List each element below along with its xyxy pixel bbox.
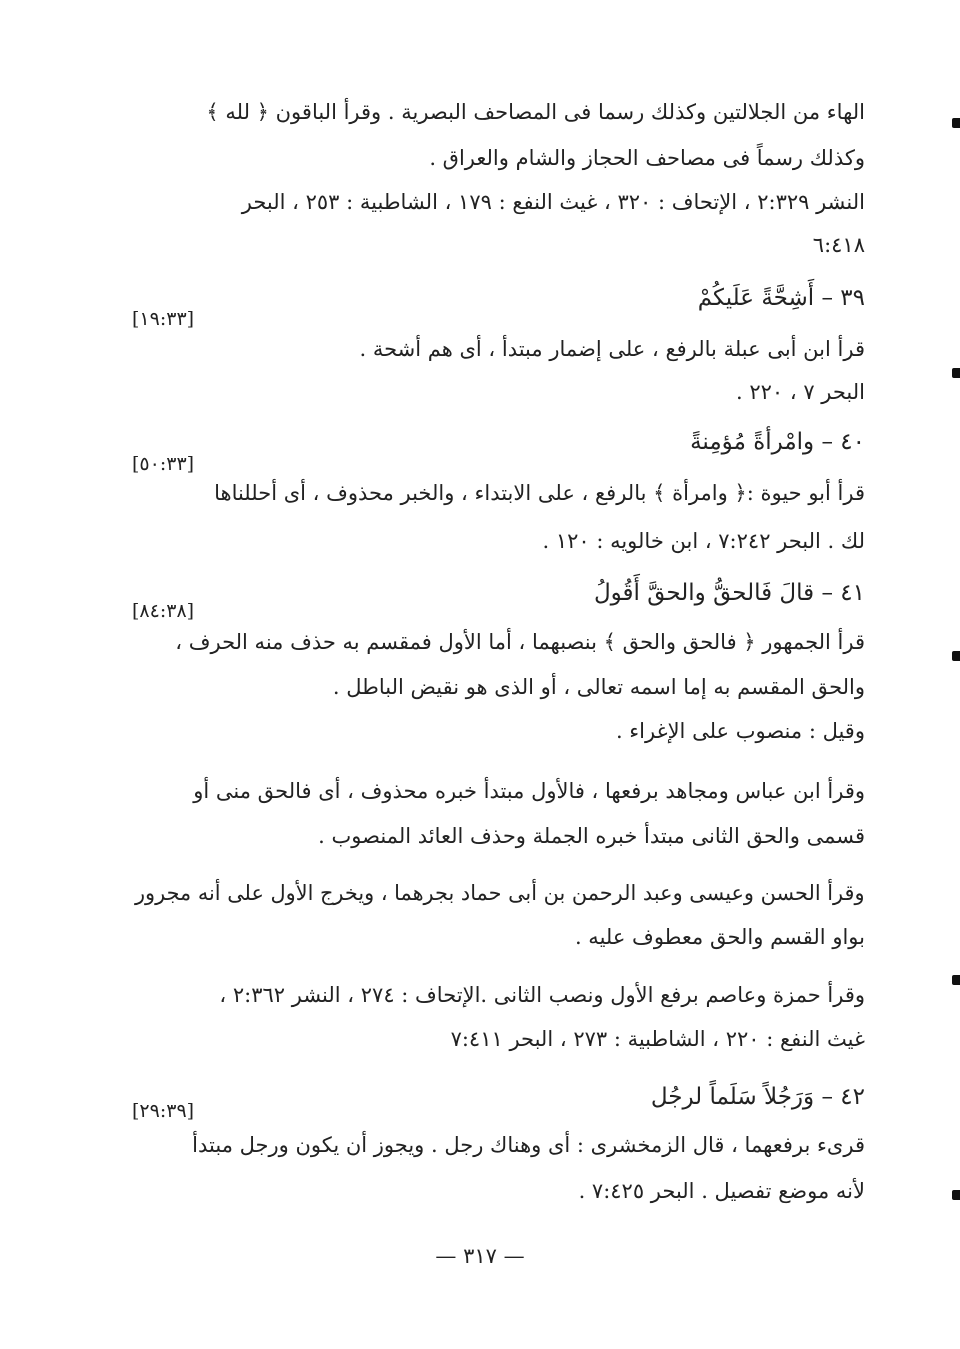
text-line: وقيل : منصوب على الإغراء . [615,719,865,743]
text-line: وقرأ ابن عباس ومجاهد برفعها ، فالأول مبتدأ خبره محذوف ، أى فالحق منى أو [193,779,865,803]
text-line: قرأ ابن أبى عبلة بالرفع ، على إضمار مبتدأ ، أى هم أشحة . [359,337,865,361]
entry-heading-41: ٤١ – قالَ فَالحقُّ والحقَّ أَقُولُ [593,580,865,606]
binding-mark [952,651,960,661]
text-line: قرأ الجمهور ﴿ فالحق والحق ﴾ بنصبهما ، أما الأول فمقسم به حذف منه الحرف ، [175,630,865,654]
verse-reference: [٨٤:٣٨] [132,600,195,622]
text-line: والحق المقسم به إما اسمه تعالى ، أو الذى هو نقيض الباطل . [332,675,865,699]
entry-heading-42: ٤٢ – وَرَجُلاً سَلَماً لرجُل [650,1084,865,1110]
verse-reference: [١٩:٣٣] [132,308,195,330]
text-line: قسمى والحق الثانى مبتدأ خبره الجملة وحذف العائد المنصوب . [318,824,865,848]
text-line: لك . البحر ٧:٢٤٢ ، ابن خالويه : ١٢٠ . [542,529,865,553]
text-line: وكذلك رسماً فى مصاحف الحجاز والشام والعراق . [429,146,865,170]
page-number: — ٣١٧ — [435,1244,525,1268]
text-line: وقرأ حمزة وعاصم برفع الأول ونصب الثانى .الإتحاف : ٢٧٤ ، النشر ٢:٣٦٢ ، [219,983,865,1007]
binding-mark [952,1190,960,1200]
text-line: وقرأ الحسن وعيسى وعبد الرحمن بن أبى حماد بجرهما ، ويخرج الأول على أنه مجرور [135,881,865,905]
entry-heading-40: ٤٠ – وامْرأةً مُؤمِنةً [690,429,865,455]
text-line: بواو القسم والحق معطوف عليه . [574,925,865,949]
text-line: النشر ٢:٣٢٩ ، الإتحاف : ٣٢٠ ، غيث النفع : ١٧٩ ، الشاطبية : ٢٥٣ ، البحر [241,190,865,214]
verse-reference: [٥٠:٣٣] [132,453,195,475]
text-line: الهاء من الجلالتين وكذلك رسما فى المصاحف البصرية . وقرأ الباقون ﴿ لله ﴾ [206,100,865,124]
text-line: قرأ أبو حيوة :﴿ وامرأة ﴾ بالرفع ، على الابتداء ، والخبر محذوف ، أى أحللناها [214,481,865,505]
text-line: البحر ٧ ، ٢٢٠ . [735,380,865,404]
entry-heading-39: ٣٩ – أَشِحَّةً عَلَيكُمْ [697,285,865,311]
text-line: ٦:٤١٨ [812,233,865,257]
text-line: لأنه موضع تفصيل . البحر ٧:٤٢٥ . [578,1179,865,1203]
verse-reference: [٢٩:٣٩] [132,1100,195,1122]
text-line: غيث النفع : ٢٢٠ ، الشاطبية : ٢٧٣ ، البحر ٧:٤١١ [450,1027,865,1051]
binding-mark [952,118,960,128]
binding-mark [952,975,960,985]
binding-mark [952,368,960,378]
text-line: قرىء برفعهما ، قال الزمخشرى : أى وهناك رجل . ويجوز أن يكون ورجل مبتدأ [192,1133,865,1157]
